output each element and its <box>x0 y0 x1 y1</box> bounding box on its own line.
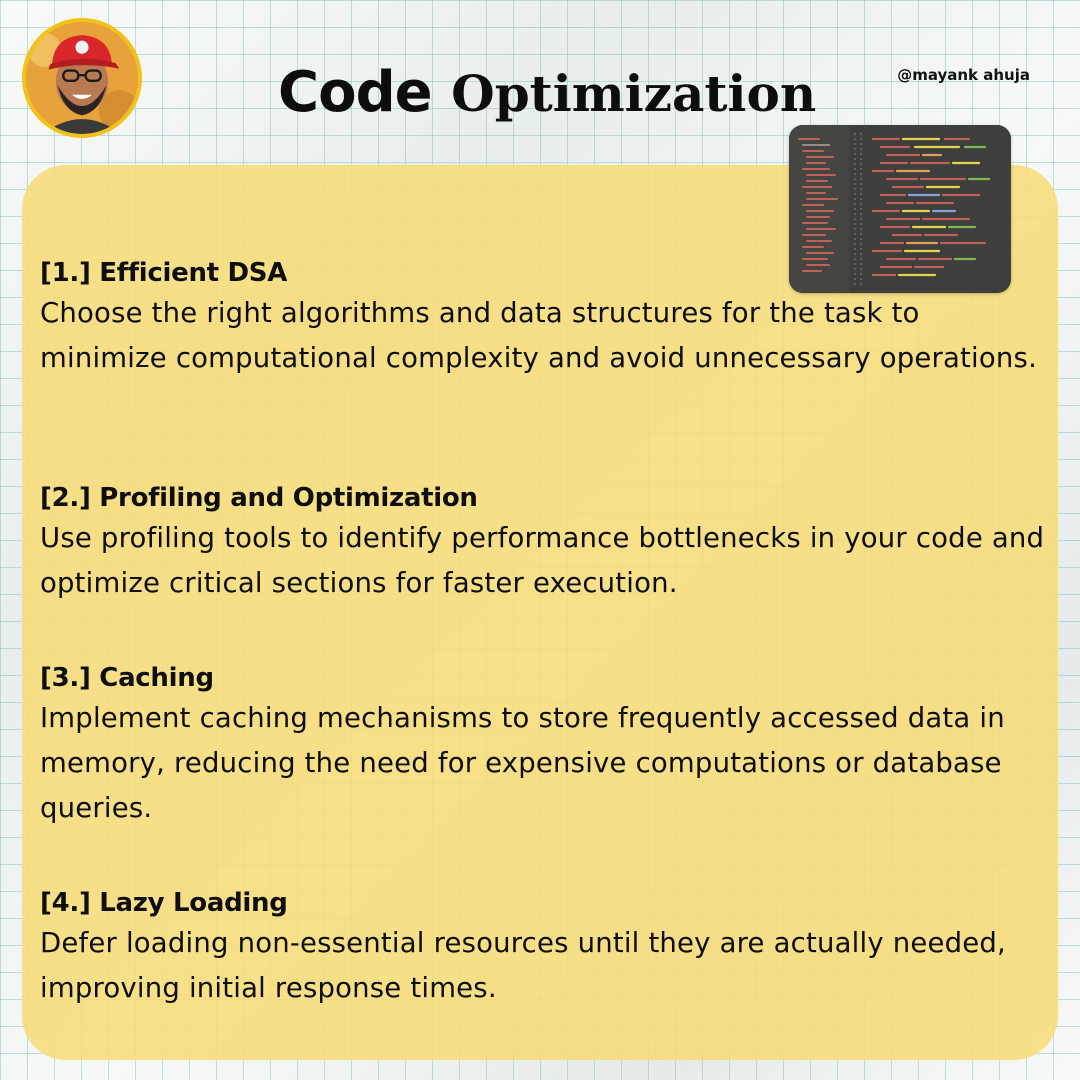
title-optimization: Optimization <box>451 64 817 123</box>
person-avatar-icon <box>26 22 138 134</box>
page-title <box>278 58 816 129</box>
section-lazy-loading <box>40 885 1050 1011</box>
section-efficient-dsa <box>40 255 1050 381</box>
title-code: Code <box>278 60 432 125</box>
section-body: Choose the right algorithms and data structures for the task to minimize computational complexity and avoid unnecessary operations. <box>40 297 1038 374</box>
section-heading: [3.] Caching <box>40 663 214 693</box>
section-heading: [4.] Lazy Loading <box>40 888 288 918</box>
section-heading: [1.] Efficient DSA <box>40 258 288 288</box>
author-handle: @mayank ahuja <box>897 66 1030 84</box>
section-profiling <box>40 480 1050 606</box>
section-body: Defer loading non-essential resources until they are actually needed, improving initial response times. <box>40 927 1006 1004</box>
section-caching <box>40 660 1050 831</box>
section-heading: [2.] Profiling and Optimization <box>40 483 478 513</box>
section-body: Use profiling tools to identify performance bottlenecks in your code and optimize critical sections for faster execution. <box>40 522 1045 599</box>
author-avatar <box>22 18 142 138</box>
section-body: Implement caching mechanisms to store frequently accessed data in memory, reducing the need for expensive computations or database queries. <box>40 702 1005 824</box>
